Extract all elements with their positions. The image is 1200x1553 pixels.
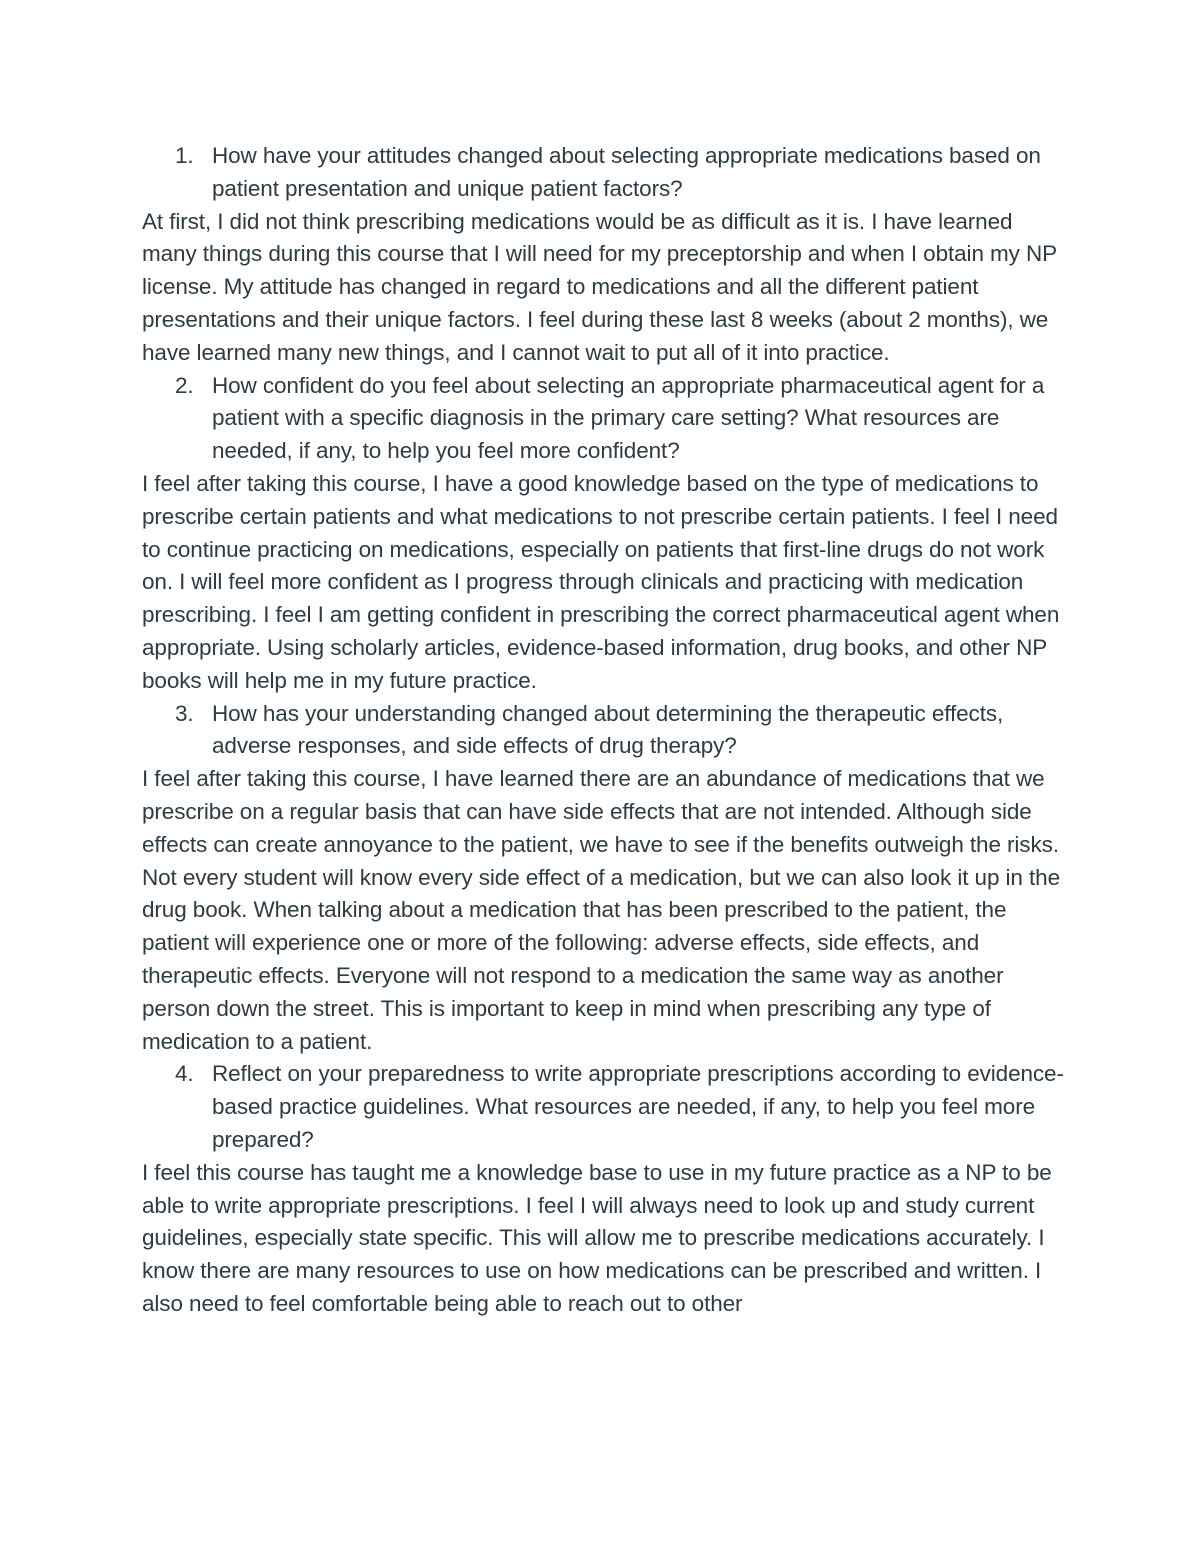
question-text: Reflect on your preparedness to write appropriate prescriptions according to evidence-based practice guidelines. What resources are needed, if any, to help you feel more prepared? [212, 1061, 1064, 1152]
answer-1: At first, I did not think prescribing medications would be as difficult as it is. I have learned many things during this course that I will need for my preceptorship and when I obtain my NP license. My attitude has changed in regard to medications and all the different patient presentations and their unique factors. I feel during these last 8 weeks (about 2 months), we have learned many new things, and I cannot wait to put all of it into practice. [142, 208, 1057, 365]
answer-3: I feel after taking this course, I have learned there are an abundance of medications that we prescribe on a regular basis that can have side effects that are not intended. Although side effects can create annoyance to the patient, we have to see if the benefits outweigh the risks. Not every student will know every side effect of a medication, but we can also look it up in the drug book. When talking about a medication that has been prescribed to the patient, the patient will experience one or more of the following: adverse effects, side effects, and therapeutic effects. Everyone will not respond to a medication the same way as another person down the street. This is important to keep in mind when prescribing any type of medication to a patient. [142, 766, 1060, 1054]
question-number: 2. [175, 372, 194, 398]
question-text: How have your attitudes changed about selecting appropriate medications based on patient presentation and unique patient factors? [212, 143, 1041, 201]
question-2 [142, 370, 1067, 468]
question-4 [142, 1058, 1067, 1156]
document-body [142, 140, 1067, 1321]
question-number: 4. [175, 1061, 194, 1087]
question-number: 1. [175, 143, 194, 168]
question-text: How confident do you feel about selecting an appropriate pharmaceutical agent for a patient with a specific diagnosis in the primary care setting? What resources are needed, if any, to help you feel more confident? [212, 372, 1045, 464]
question-text: How has your understanding changed about determining the therapeutic effects, adverse responses, and side effects of drug therapy? [212, 700, 1004, 759]
answer-4: I feel this course has taught me a knowledge base to use in my future practice as a NP to be able to write appropriate prescriptions. I feel I will always need to look up and study current guidelines, especially state specific. This will allow me to prescribe medications accurately. I know there are many resources to use on how medications can be prescribed and written. I also need to feel comfortable being able to reach out to other [142, 1159, 1052, 1316]
question-number: 3. [175, 700, 194, 726]
question-1 [142, 140, 1067, 206]
answer-2: I feel after taking this course, I have a good knowledge based on the type of medications to prescribe certain patients and what medications to not prescribe certain patients. I feel I need to continue practicing on medications, especially on patients that first-line drugs do not work on. I will feel more confident as I progress through clinicals and practicing with medication prescribing. I feel I am getting confident in prescribing the correct pharmaceutical agent when appropriate. Using scholarly articles, evidence-based information, drug books, and other NP books will help me in my future practice. [142, 470, 1060, 693]
question-3 [142, 698, 1067, 764]
